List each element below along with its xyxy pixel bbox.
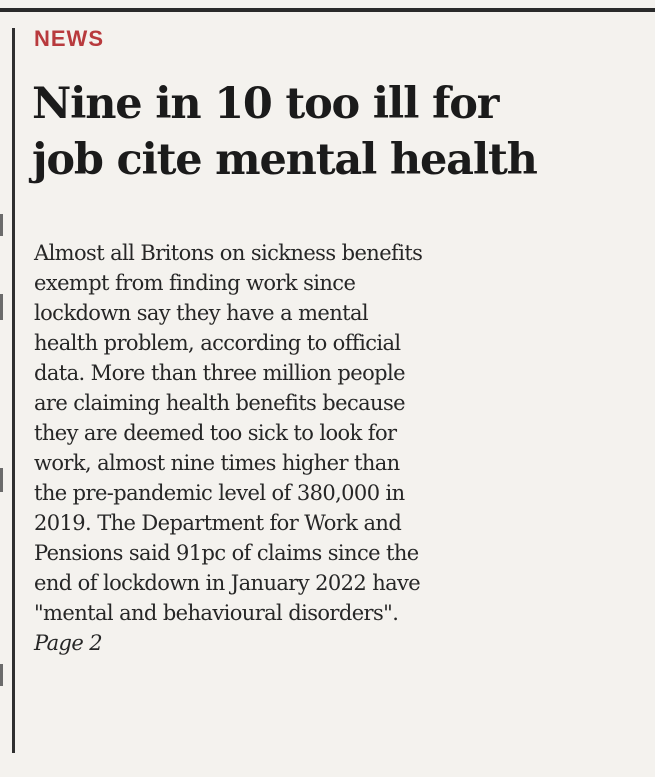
body-line: "mental and behavioural disorders".	[34, 601, 399, 625]
body-line: lockdown say they have a mental	[34, 301, 369, 325]
section-kicker: NEWS	[34, 26, 104, 51]
edge-mark	[0, 294, 3, 320]
body-line: data. More than three million people	[34, 361, 405, 385]
body-line: are claiming health benefits because	[34, 391, 405, 415]
body-line: 2019. The Department for Work and	[34, 511, 402, 535]
body-line: Pensions said 91pc of claims since the	[34, 541, 419, 565]
body-line: exempt from finding work since	[34, 271, 356, 295]
edge-mark	[0, 468, 3, 492]
article-body	[34, 238, 634, 658]
edge-mark	[0, 664, 3, 686]
body-line: health problem, according to official	[34, 331, 401, 355]
body-line: end of lockdown in January 2022 have	[34, 571, 421, 595]
headline-line: job cite mental health	[32, 135, 537, 185]
body-line: the pre-pandemic level of 380,000 in	[34, 481, 405, 505]
headline-line: Nine in 10 too ill for	[32, 79, 499, 129]
body-line: Almost all Britons on sickness benefits	[34, 241, 423, 265]
headline	[32, 76, 642, 188]
column-rule	[12, 28, 15, 753]
page-reference: Page 2	[34, 631, 103, 655]
body-line: work, almost nine times higher than	[34, 451, 400, 475]
body-line: they are deemed too sick to look for	[34, 421, 397, 445]
edge-mark	[0, 214, 3, 236]
top-rule	[0, 8, 655, 12]
